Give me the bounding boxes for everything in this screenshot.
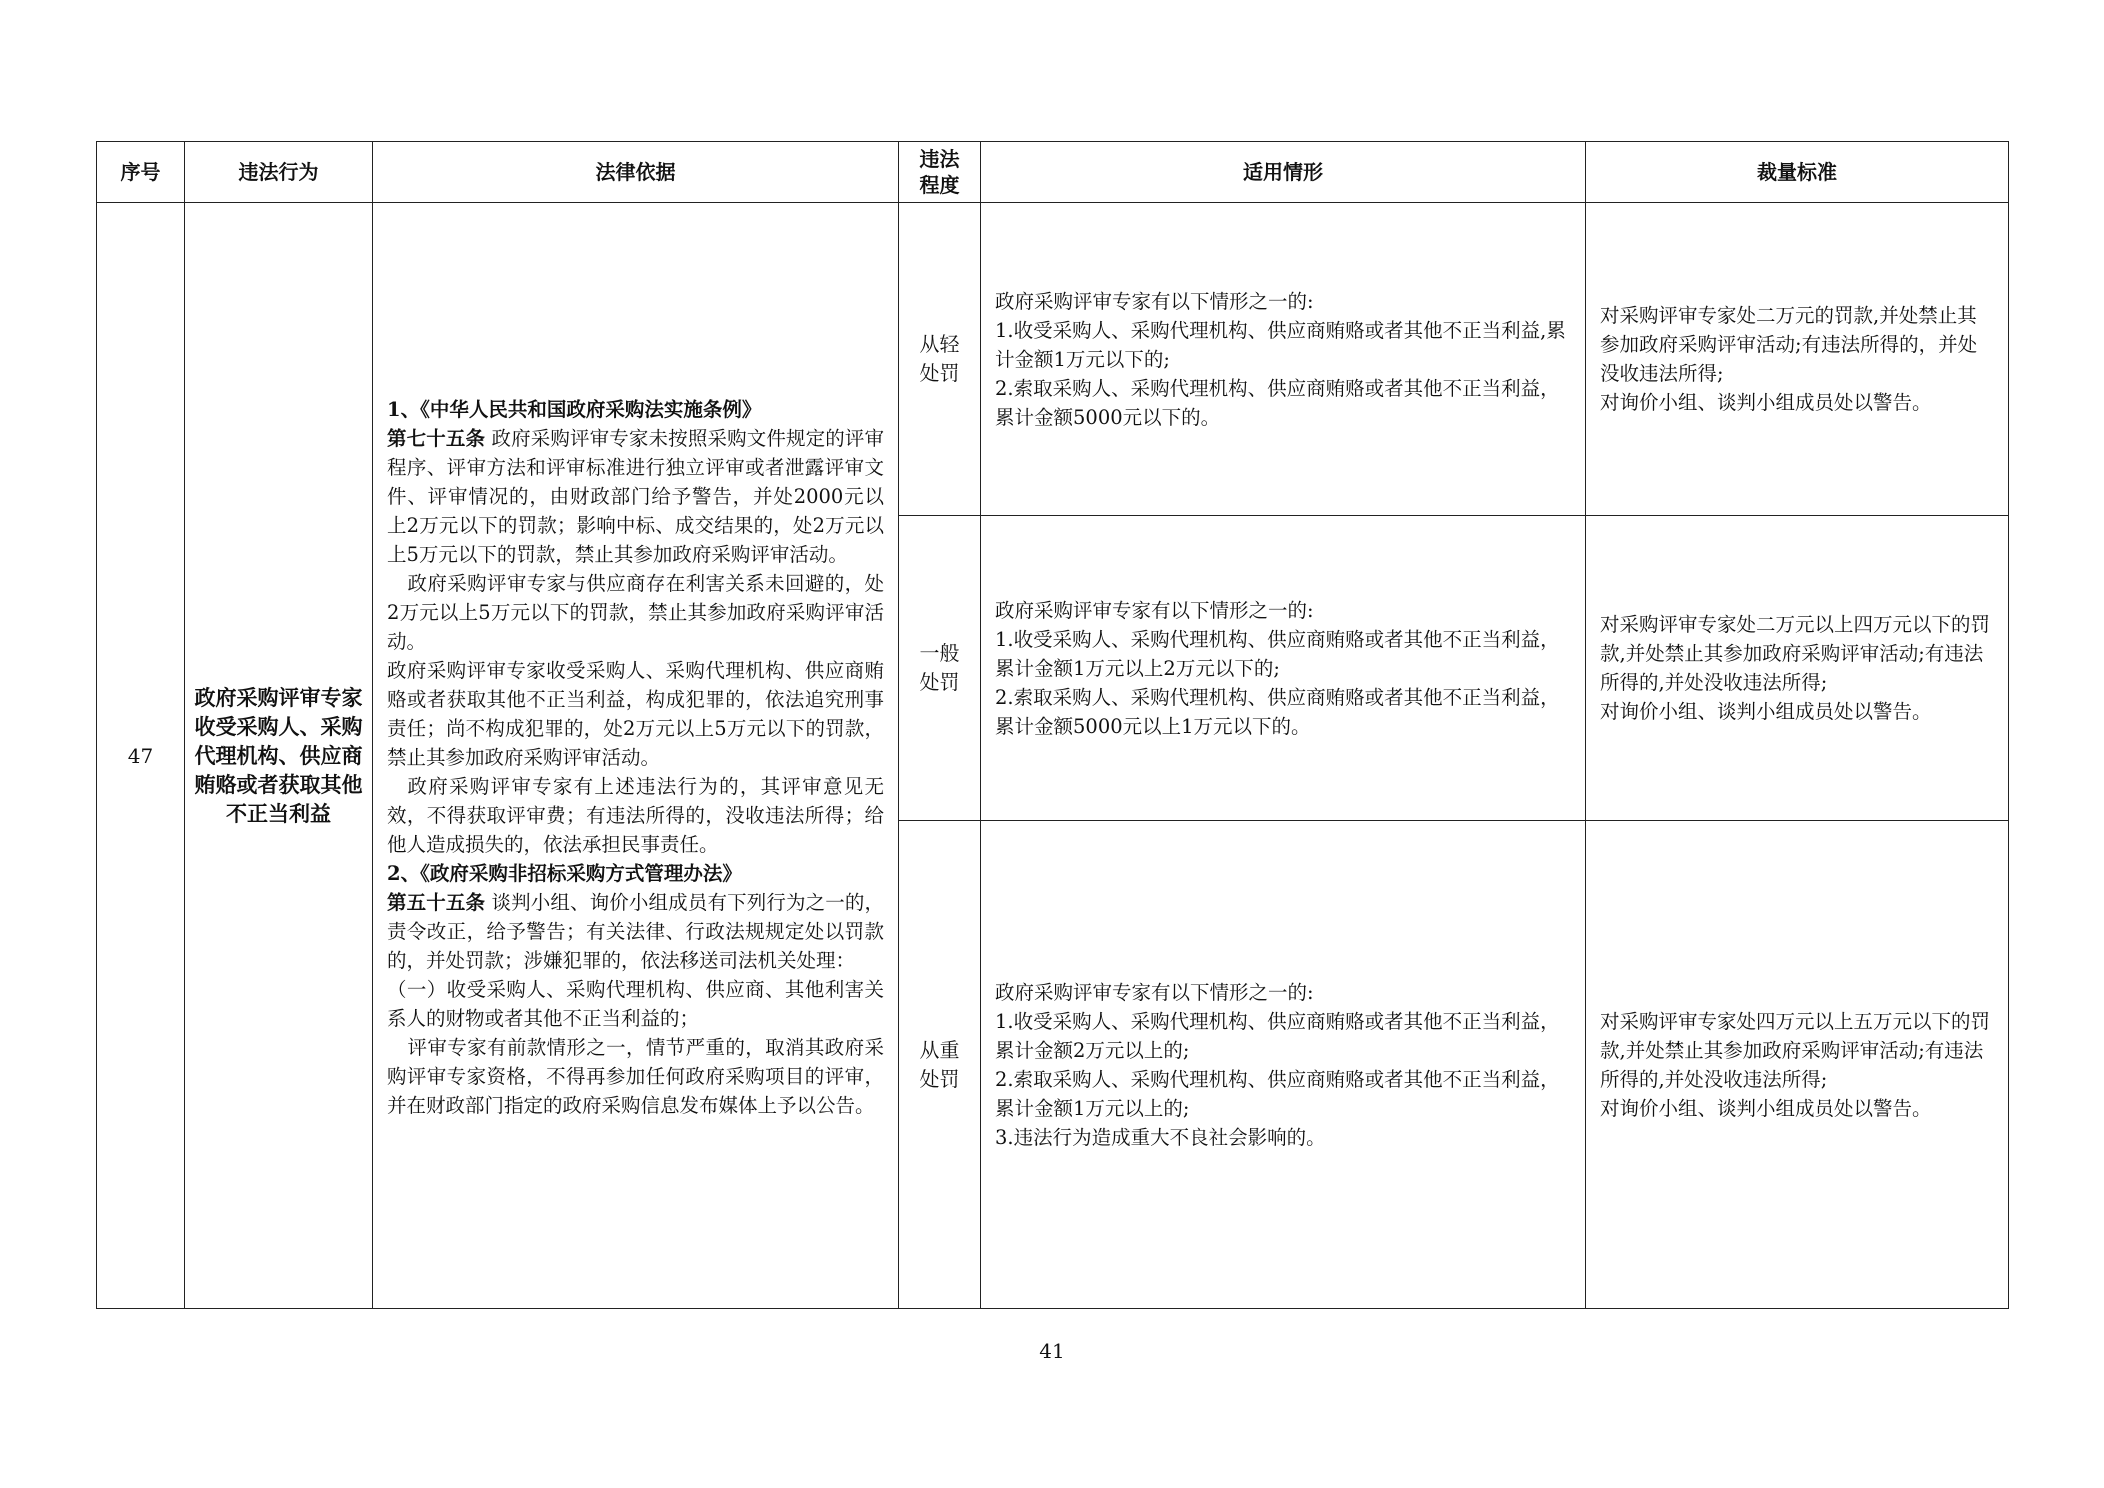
header-situation: 适用情形 — [981, 142, 1586, 203]
law-paragraph: 政府采购评审专家与供应商存在利害关系未回避的，处2万元以上5万元以下的罚款，禁止其参加政府采购评审活动。 — [387, 572, 884, 653]
situation-light: 政府采购评审专家有以下情形之一的: 1.收受采购人、采购代理机构、供应商贿赂或者其他不正当利益,累计金额1万元以下的; 2.索取采购人、采购代理机构、供应商贿赂或者其他不正当利益，累计金额5000元以下的。 — [981, 203, 1586, 516]
law-paragraph: （一）收受采购人、采购代理机构、供应商、其他利害关系人的财物或者其他不正当利益的； — [387, 978, 884, 1030]
legal-basis-cell — [373, 203, 899, 1309]
row-seq: 47 — [97, 203, 185, 1309]
table-row — [97, 203, 2009, 516]
header-degree-text: 违法程度 — [919, 147, 960, 197]
header-row — [97, 142, 2009, 203]
header-seq: 序号 — [97, 142, 185, 203]
law-paragraph: 第七十五条 政府采购评审专家未按照采购文件规定的评审程序、评审方法和评审标准进行独立评审或者泄露评审文件、评审情况的，由财政部门给予警告，并处2000元以上2万元以下的罚款；影响中标、成交结果的，处2万元以上5万元以下的罚款，禁止其参加政府采购评审活动。 — [387, 427, 884, 566]
situation-general: 政府采购评审专家有以下情形之一的: 1.收受采购人、采购代理机构、供应商贿赂或者其他不正当利益，累计金额1万元以上2万元以下的; 2.索取采购人、采购代理机构、供应商贿赂或者其他不正当利益，累计金额5000元以上1万元以下的。 — [981, 516, 1586, 821]
penalty-table — [96, 141, 2009, 1309]
law-paragraph: 第五十五条 谈判小组、询价小组成员有下列行为之一的，责令改正，给予警告；有关法律、行政法规规定处以罚款的，并处罚款；涉嫌犯罪的，依法移送司法机关处理： — [387, 891, 884, 972]
standard-general: 对采购评审专家处二万元以上四万元以下的罚款,并处禁止其参加政府采购评审活动;有违法所得的,并处没收违法所得; 对询价小组、谈判小组成员处以警告。 — [1586, 516, 2009, 821]
header-legal-basis: 法律依据 — [373, 142, 899, 203]
law-paragraph: 评审专家有前款情形之一，情节严重的，取消其政府采购评审专家资格，不得再参加任何政府采购项目的评审，并在财政部门指定的政府采购信息发布媒体上予以公告。 — [387, 1036, 884, 1117]
header-standard: 裁量标准 — [1586, 142, 2009, 203]
header-violation: 违法行为 — [185, 142, 373, 203]
law-paragraph: 2、《政府采购非招标采购方式管理办法》 — [387, 862, 742, 885]
standard-heavy: 对采购评审专家处四万元以上五万元以下的罚款,并处禁止其参加政府采购评审活动;有违法所得的,并处没收违法所得; 对询价小组、谈判小组成员处以警告。 — [1586, 821, 2009, 1309]
situation-heavy: 政府采购评审专家有以下情形之一的: 1.收受采购人、采购代理机构、供应商贿赂或者其他不正当利益，累计金额2万元以上的; 2.索取采购人、采购代理机构、供应商贿赂或者其他不正当利益，累计金额1万元以上的; 3.违法行为造成重大不良社会影响的。 — [981, 821, 1586, 1309]
standard-light: 对采购评审专家处二万元的罚款,并处禁止其参加政府采购评审活动;有违法所得的，并处没收违法所得; 对询价小组、谈判小组成员处以警告。 — [1586, 203, 2009, 516]
law-paragraph: 1、《中华人民共和国政府采购法实施条例》 — [387, 398, 762, 421]
law-paragraph: 政府采购评审专家收受采购人、采购代理机构、供应商贿赂或者获取其他不正当利益，构成犯罪的，依法追究刑事责任；尚不构成犯罪的，处2万元以上5万元以下的罚款，禁止其参加政府采购评审活动。 — [387, 659, 884, 769]
degree-general: 一般处罚 — [899, 516, 981, 821]
degree-heavy: 从重处罚 — [899, 821, 981, 1309]
header-degree — [899, 142, 981, 203]
degree-light: 从轻处罚 — [899, 203, 981, 516]
law-paragraph: 政府采购评审专家有上述违法行为的，其评审意见无效，不得获取评审费；有违法所得的，没收违法所得；给他人造成损失的，依法承担民事责任。 — [387, 775, 884, 856]
row-violation: 政府采购评审专家收受采购人、采购代理机构、供应商贿赂或者获取其他不正当利益 — [185, 203, 373, 1309]
page-number: 41 — [1039, 1339, 1065, 1363]
